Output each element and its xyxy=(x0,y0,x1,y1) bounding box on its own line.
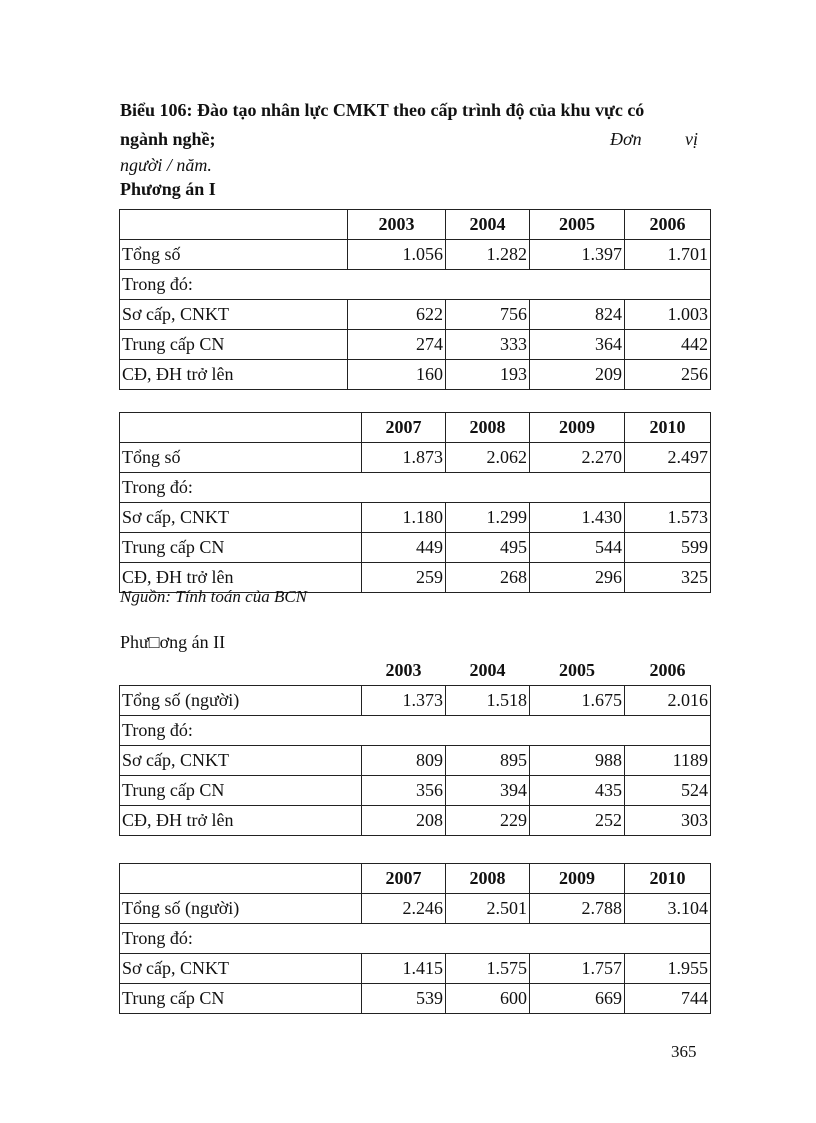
value-cell: 1.056 xyxy=(348,240,446,270)
value-cell: 1.518 xyxy=(446,686,530,716)
value-cell: 193 xyxy=(446,360,530,390)
value-cell: 1.430 xyxy=(530,503,625,533)
value-cell: 1.373 xyxy=(362,686,446,716)
value-cell: 296 xyxy=(530,563,625,593)
row-label: Tổng số (người) xyxy=(120,686,362,716)
row-label: Trung cấp CN xyxy=(120,984,362,1014)
header-blank-cell xyxy=(120,413,362,443)
year-header: 2007 xyxy=(362,864,446,894)
value-cell: 756 xyxy=(446,300,530,330)
year-header: 2007 xyxy=(362,413,446,443)
title-continuation: ngành nghề; xyxy=(120,129,216,149)
page-number: 365 xyxy=(671,1042,697,1061)
value-cell: 544 xyxy=(530,533,625,563)
year-header: 2009 xyxy=(530,864,625,894)
row-label: CĐ, ĐH trở lên xyxy=(120,360,348,390)
value-cell: 1.701 xyxy=(625,240,711,270)
header-blank-cell xyxy=(120,656,362,686)
row-label: Sơ cấp, CNKT xyxy=(120,300,348,330)
table-row xyxy=(120,716,711,746)
row-label: Sơ cấp, CNKT xyxy=(120,503,362,533)
table-row xyxy=(120,240,711,270)
value-cell: 325 xyxy=(625,563,711,593)
value-cell: 449 xyxy=(362,533,446,563)
table-row xyxy=(120,806,711,836)
row-label: Trong đó: xyxy=(120,924,711,954)
year-header: 2005 xyxy=(530,210,625,240)
value-cell: 160 xyxy=(348,360,446,390)
row-label: Trong đó: xyxy=(120,270,711,300)
value-cell: 2.062 xyxy=(446,443,530,473)
plan2-table-2003-2006 xyxy=(119,656,711,836)
value-cell: 524 xyxy=(625,776,711,806)
row-label: Trong đó: xyxy=(120,716,711,746)
row-label: Tổng số xyxy=(120,443,362,473)
value-cell: 1.282 xyxy=(446,240,530,270)
value-cell: 208 xyxy=(362,806,446,836)
row-label: Sơ cấp, CNKT xyxy=(120,746,362,776)
value-cell: 209 xyxy=(530,360,625,390)
table-row xyxy=(120,894,711,924)
row-label: Trung cấp CN xyxy=(120,330,348,360)
table-header-row xyxy=(120,413,711,443)
value-cell: 1.415 xyxy=(362,954,446,984)
row-label: Tổng số xyxy=(120,240,348,270)
row-label: CĐ, ĐH trở lên xyxy=(120,806,362,836)
value-cell: 1.757 xyxy=(530,954,625,984)
table-row xyxy=(120,360,711,390)
table-header-row xyxy=(120,210,711,240)
value-cell: 3.104 xyxy=(625,894,711,924)
value-cell: 2.501 xyxy=(446,894,530,924)
table-row xyxy=(120,954,711,984)
table-row xyxy=(120,503,711,533)
value-cell: 303 xyxy=(625,806,711,836)
unit-label-part1: Đơn xyxy=(610,129,642,149)
year-header: 2004 xyxy=(469,660,506,680)
year-header: 2006 xyxy=(649,660,686,680)
value-cell: 1.675 xyxy=(530,686,625,716)
document-title-line2 xyxy=(120,125,698,154)
plan1-table-2003-2006 xyxy=(119,209,711,390)
plan2-table-2007-2010 xyxy=(119,863,711,1014)
value-cell: 622 xyxy=(348,300,446,330)
row-label: Trung cấp CN xyxy=(120,776,362,806)
table-header-row xyxy=(120,864,711,894)
year-header: 2009 xyxy=(530,413,625,443)
row-label: Sơ cấp, CNKT xyxy=(120,954,362,984)
table-row xyxy=(120,984,711,1014)
plan1-table-2007-2010 xyxy=(119,412,711,593)
value-cell: 599 xyxy=(625,533,711,563)
value-cell: 229 xyxy=(446,806,530,836)
value-cell: 809 xyxy=(362,746,446,776)
value-cell: 2.246 xyxy=(362,894,446,924)
value-cell: 1.003 xyxy=(625,300,711,330)
value-cell: 2.788 xyxy=(530,894,625,924)
value-cell: 1.873 xyxy=(362,443,446,473)
value-cell: 394 xyxy=(446,776,530,806)
value-cell: 539 xyxy=(362,984,446,1014)
year-header: 2010 xyxy=(625,864,711,894)
value-cell: 252 xyxy=(530,806,625,836)
row-label: Tổng số (người) xyxy=(120,894,362,924)
value-cell: 356 xyxy=(362,776,446,806)
value-cell: 2.270 xyxy=(530,443,625,473)
value-cell: 274 xyxy=(348,330,446,360)
row-label: CĐ, ĐH trở lên xyxy=(120,563,362,593)
table-row xyxy=(120,746,711,776)
value-cell: 1.397 xyxy=(530,240,625,270)
year-header: 2008 xyxy=(446,413,530,443)
header-blank-cell xyxy=(120,210,348,240)
year-header: 2006 xyxy=(625,210,711,240)
table-row xyxy=(120,270,711,300)
table-row xyxy=(120,443,711,473)
value-cell: 1.573 xyxy=(625,503,711,533)
value-cell: 824 xyxy=(530,300,625,330)
plan1-heading: Phương án I xyxy=(120,179,216,199)
row-label: Trung cấp CN xyxy=(120,533,362,563)
value-cell: 1.299 xyxy=(446,503,530,533)
table-row xyxy=(120,473,711,503)
value-cell: 600 xyxy=(446,984,530,1014)
table-header-row xyxy=(120,656,711,686)
table-row xyxy=(120,300,711,330)
value-cell: 495 xyxy=(446,533,530,563)
value-cell: 1.955 xyxy=(625,954,711,984)
value-cell: 435 xyxy=(530,776,625,806)
table-row xyxy=(120,686,711,716)
document-title: Biểu 106: Đào tạo nhân lực CMKT theo cấp trình độ của khu vực có xyxy=(120,100,645,120)
year-header: 2010 xyxy=(625,413,711,443)
value-cell: 256 xyxy=(625,360,711,390)
value-cell: 988 xyxy=(530,746,625,776)
year-header: 2003 xyxy=(385,660,422,680)
value-cell: 364 xyxy=(530,330,625,360)
value-cell: 1.180 xyxy=(362,503,446,533)
value-cell: 1.575 xyxy=(446,954,530,984)
unit-label-line3: người / năm. xyxy=(120,155,212,175)
value-cell: 259 xyxy=(362,563,446,593)
value-cell: 2.497 xyxy=(625,443,711,473)
year-header: 2005 xyxy=(559,660,595,680)
table-row xyxy=(120,776,711,806)
plan2-heading: Phư□ơng án II xyxy=(120,632,226,652)
year-header: 2003 xyxy=(348,210,446,240)
value-cell: 268 xyxy=(446,563,530,593)
year-header: 2008 xyxy=(446,864,530,894)
value-cell: 669 xyxy=(530,984,625,1014)
table-row xyxy=(120,533,711,563)
table-row xyxy=(120,924,711,954)
value-cell: 1189 xyxy=(625,746,711,776)
value-cell: 333 xyxy=(446,330,530,360)
table-row xyxy=(120,330,711,360)
source-note: Nguồn: Tính toán của BCN xyxy=(120,587,308,606)
header-blank-cell xyxy=(120,864,362,894)
row-label: Trong đó: xyxy=(120,473,711,503)
value-cell: 2.016 xyxy=(625,686,711,716)
value-cell: 442 xyxy=(625,330,711,360)
value-cell: 744 xyxy=(625,984,711,1014)
year-header: 2004 xyxy=(446,210,530,240)
unit-label-part2: vị xyxy=(685,129,698,149)
value-cell: 895 xyxy=(446,746,530,776)
